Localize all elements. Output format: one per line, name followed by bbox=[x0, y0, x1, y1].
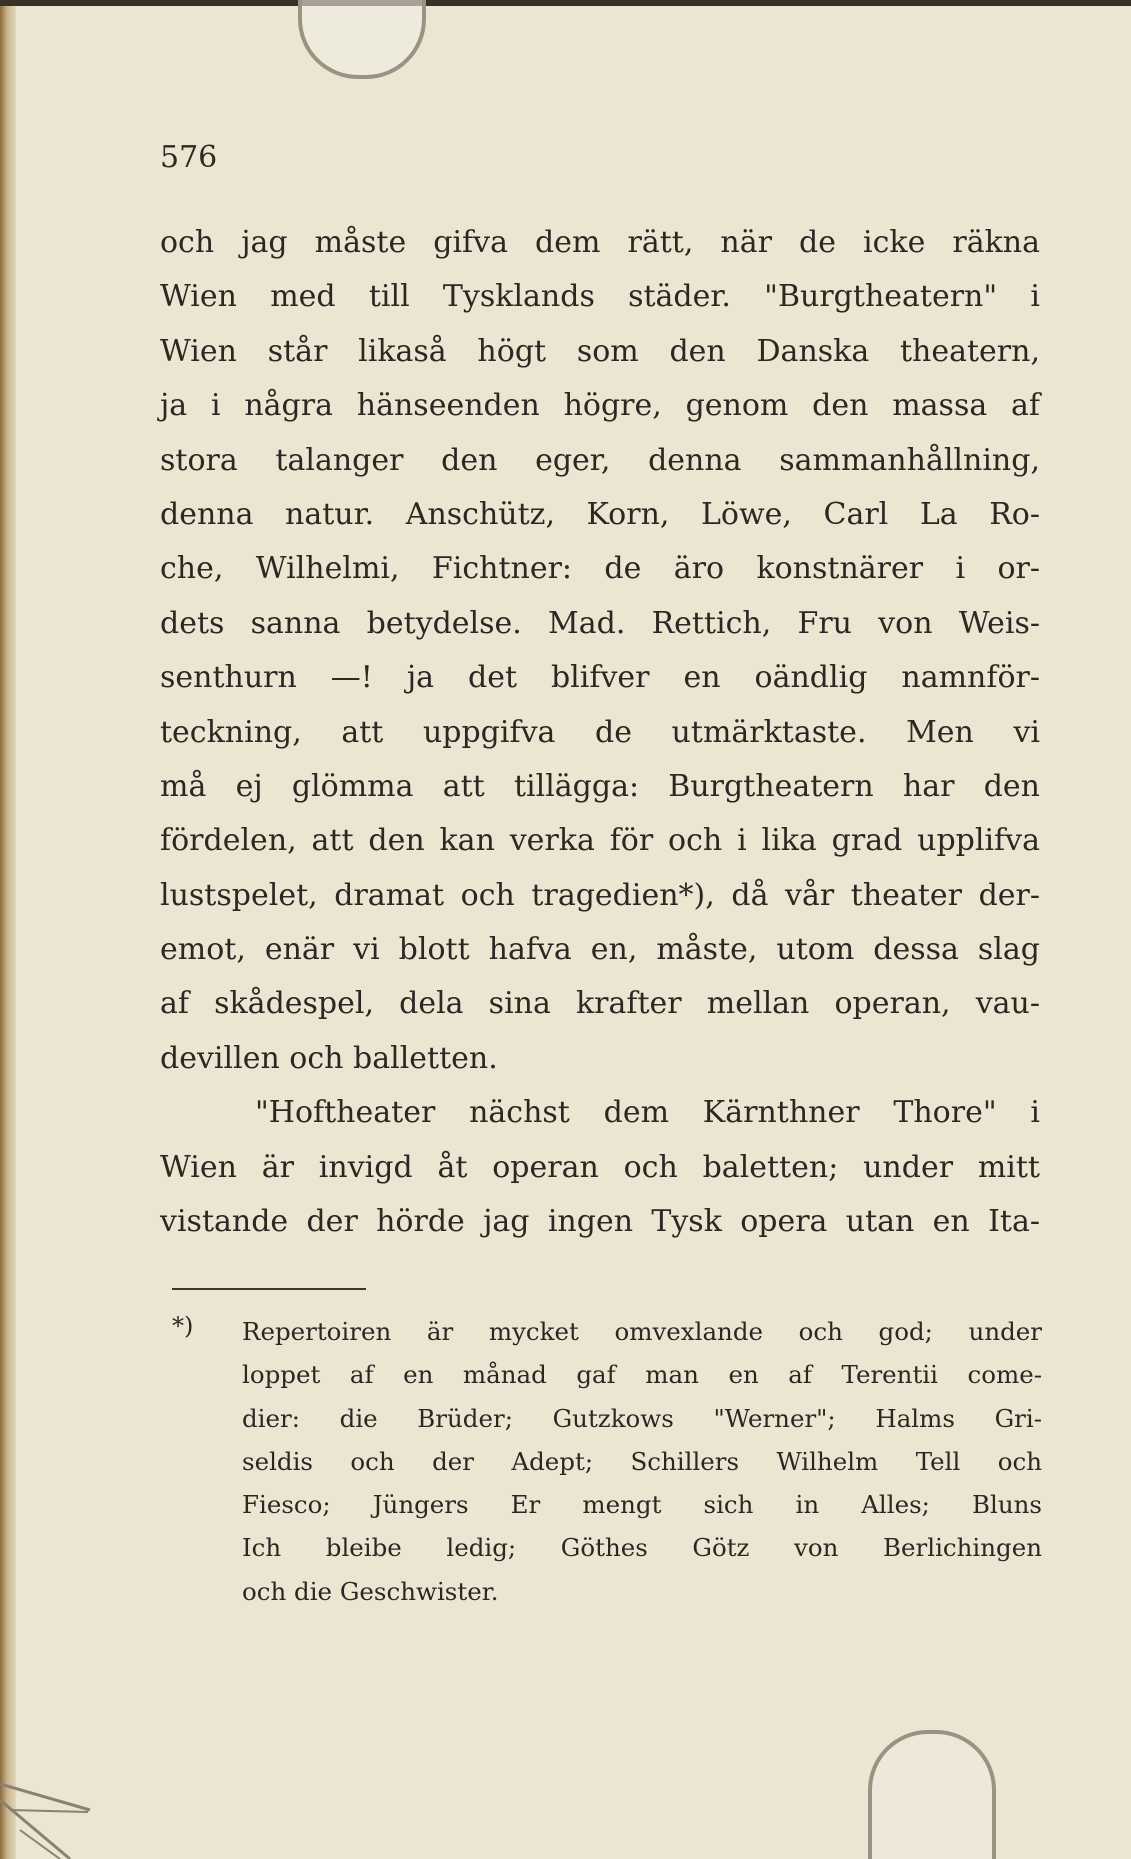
text-line: teckning, att uppgifva de utmärktaste. Men vi bbox=[160, 714, 1040, 750]
footnote-text bbox=[242, 1310, 1042, 1613]
page-top-edge bbox=[0, 0, 1131, 6]
footnote-divider bbox=[172, 1288, 366, 1290]
footnote-line: Ich bleibe ledig; Göthes Götz von Berlichingen bbox=[242, 1533, 1042, 1563]
text-line: stora talanger den eger, denna sammanhållning, bbox=[160, 442, 1040, 478]
text-line: che, Wilhelmi, Fichtner: de äro konstnärer i or- bbox=[160, 551, 1040, 587]
corner-fold-marks bbox=[0, 1770, 100, 1859]
text-line: Wien är invigd åt operan och baletten; under mitt bbox=[160, 1149, 1040, 1185]
footnote-line: Fiesco; Jüngers Er mengt sich in Alles; Bluns bbox=[242, 1490, 1042, 1520]
footnote-line: seldis och der Adept; Schillers Wilhelm Tell och bbox=[242, 1446, 1042, 1476]
text-line: lustspelet, dramat och tragedien*), då vår theater der- bbox=[160, 877, 1040, 913]
text-line: emot, enär vi blott hafva en, måste, utom dessa slag bbox=[160, 932, 1040, 968]
text-line: Wien står likaså högt som den Danska theatern, bbox=[160, 333, 1040, 369]
page-number: 576 bbox=[160, 140, 218, 175]
book-spine bbox=[0, 0, 16, 1859]
text-line: "Hoftheater nächst dem Kärnthner Thore" i bbox=[255, 1095, 1040, 1131]
footnote-line: Repertoiren är mycket omvexlande och god; under bbox=[242, 1317, 1042, 1346]
text-line: denna natur. Anschütz, Korn, Löwe, Carl La Ro- bbox=[160, 496, 1040, 532]
page-clip-bottom bbox=[868, 1730, 996, 1859]
footnote-line: och die Geschwister. bbox=[242, 1576, 499, 1606]
text-line: fördelen, att den kan verka för och i lika grad upplifva bbox=[160, 823, 1040, 859]
text-line: devillen och balletten. bbox=[160, 1040, 498, 1076]
text-line: må ej glömma att tillägga: Burgtheatern har den bbox=[160, 768, 1040, 804]
text-line: af skådespel, dela sina krafter mellan operan, vau- bbox=[160, 986, 1040, 1022]
footnote-marker: *) bbox=[172, 1312, 194, 1340]
text-line: och jag måste gifva dem rätt, när de icke räkna bbox=[160, 225, 1040, 260]
footnote-line: loppet af en månad gaf man en af Terentii come- bbox=[242, 1360, 1042, 1390]
body-text bbox=[160, 216, 1040, 1249]
text-line: vistande der hörde jag ingen Tysk opera utan en Ita- bbox=[160, 1204, 1040, 1240]
text-line: Wien med till Tysklands städer. "Burgtheatern" i bbox=[160, 279, 1040, 315]
text-line: dets sanna betydelse. Mad. Rettich, Fru von Weis- bbox=[160, 605, 1040, 641]
text-line: senthurn —! ja det blifver en oändlig namnför- bbox=[160, 660, 1040, 696]
text-line: ja i några hänseenden högre, genom den massa af bbox=[160, 388, 1040, 424]
footnote-line: dier: die Brüder; Gutzkows "Werner"; Halms Gri- bbox=[242, 1403, 1042, 1433]
page-clip-top bbox=[298, 0, 426, 79]
